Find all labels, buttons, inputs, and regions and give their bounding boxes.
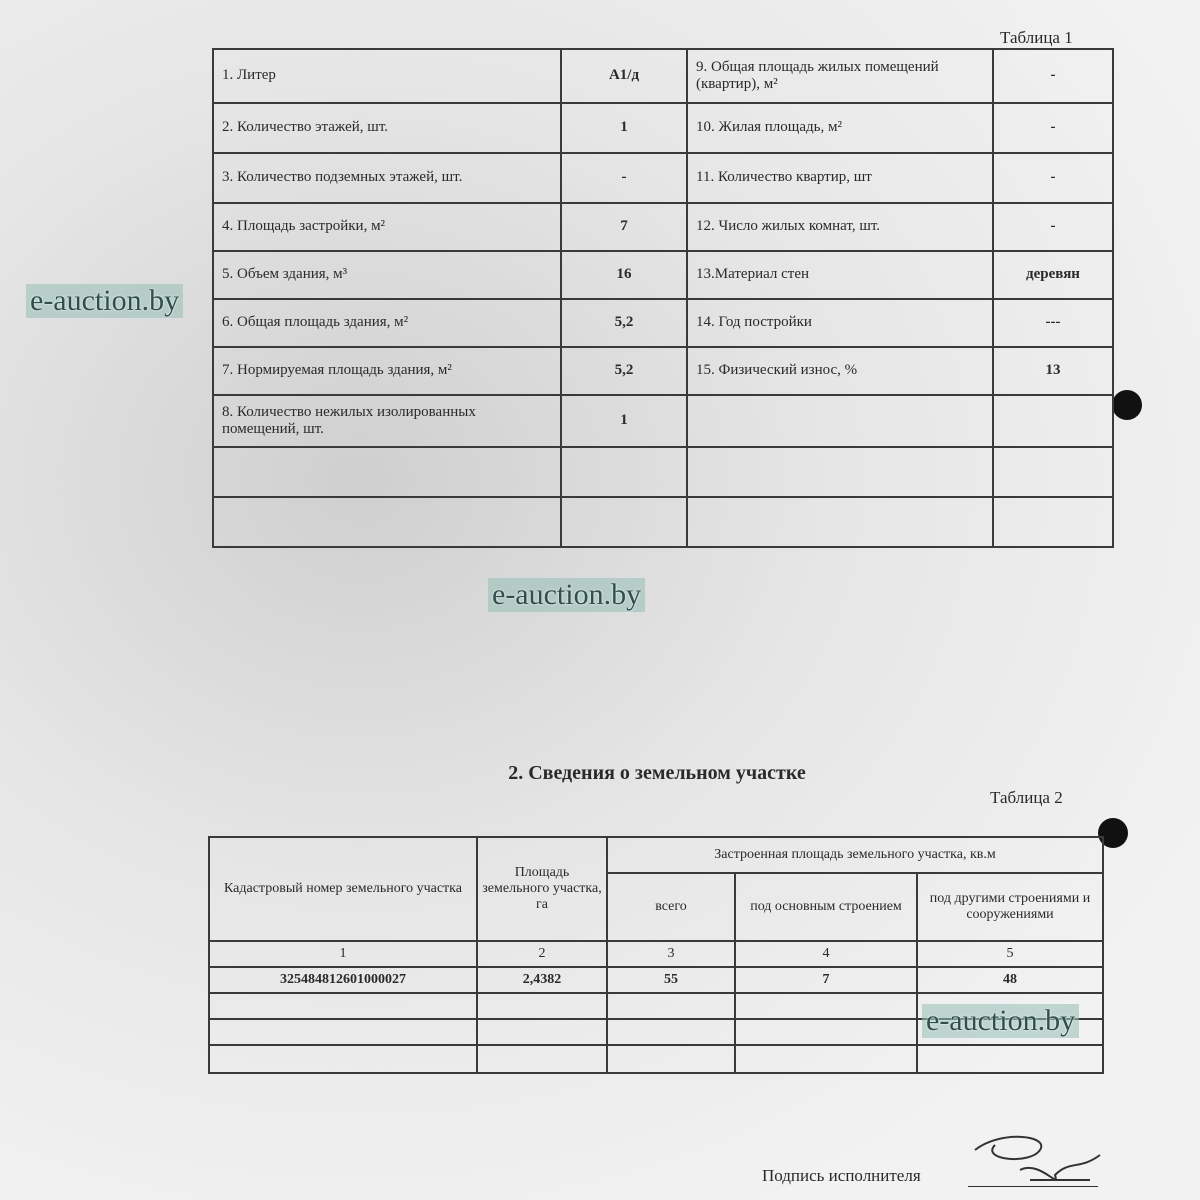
col-num: 1 [209, 941, 477, 967]
header-main: под основным строением [735, 873, 917, 941]
label-cell: 11. Количество квартир, шт [687, 153, 993, 203]
signature-image [960, 1120, 1110, 1195]
table-row [213, 497, 1113, 547]
value-cell: деревян [993, 251, 1113, 299]
value-cell: 16 [561, 251, 687, 299]
watermark: e-auction.by [488, 578, 645, 612]
built-other: 48 [917, 967, 1103, 993]
label-cell [687, 395, 993, 447]
table2-caption: Таблица 2 [990, 788, 1063, 807]
signature-label: Подпись исполнителя [762, 1166, 921, 1185]
col-num: 3 [607, 941, 735, 967]
label-cell: 5. Объем здания, м³ [213, 251, 561, 299]
table-row [213, 49, 1113, 103]
label-cell: 4. Площадь застройки, м² [213, 203, 561, 251]
label-cell: 14. Год постройки [687, 299, 993, 347]
table1-caption: Таблица 1 [1000, 28, 1073, 47]
table-row [213, 251, 1113, 299]
label-cell: 8. Количество нежилых изолированных помещений, шт. [213, 395, 561, 447]
table-row [213, 299, 1113, 347]
table-row [213, 153, 1113, 203]
label-cell: 6. Общая площадь здания, м² [213, 299, 561, 347]
value-cell: А1/д [561, 49, 687, 103]
value-cell [993, 447, 1113, 497]
header-area: Площадь земельного участка, га [477, 837, 607, 941]
label-cell [213, 497, 561, 547]
land-plot-table [208, 836, 1104, 1074]
value-cell [561, 447, 687, 497]
value-cell [993, 497, 1113, 547]
value-cell: - [993, 203, 1113, 251]
label-cell [687, 447, 993, 497]
punch-hole [1112, 390, 1142, 420]
value-cell: --- [993, 299, 1113, 347]
label-cell: 2. Количество этажей, шт. [213, 103, 561, 153]
col-num: 4 [735, 941, 917, 967]
label-cell: 15. Физический износ, % [687, 347, 993, 395]
table-row [213, 447, 1113, 497]
value-cell: - [993, 153, 1113, 203]
value-cell [561, 497, 687, 547]
cadastral-number: 325484812601000027 [209, 967, 477, 993]
col-num: 5 [917, 941, 1103, 967]
label-cell: 12. Число жилых комнат, шт. [687, 203, 993, 251]
built-total: 55 [607, 967, 735, 993]
table-row [213, 395, 1113, 447]
value-cell: 1 [561, 395, 687, 447]
watermark: e-auction.by [26, 284, 183, 318]
value-cell: 7 [561, 203, 687, 251]
label-cell: 10. Жилая площадь, м² [687, 103, 993, 153]
label-cell: 9. Общая площадь жилых помещений (квартир), м² [687, 49, 993, 103]
value-cell: 5,2 [561, 347, 687, 395]
value-cell [993, 395, 1113, 447]
table-row [213, 203, 1113, 251]
value-cell: 1 [561, 103, 687, 153]
value-cell: 5,2 [561, 299, 687, 347]
label-cell: 7. Нормируемая площадь здания, м² [213, 347, 561, 395]
header-other: под другими строениями и сооружениями [917, 873, 1103, 941]
label-cell: 3. Количество подземных этажей, шт. [213, 153, 561, 203]
label-cell [213, 447, 561, 497]
label-cell: 1. Литер [213, 49, 561, 103]
value-cell: 13 [993, 347, 1113, 395]
table-row [213, 103, 1113, 153]
header-total: всего [607, 873, 735, 941]
watermark: e-auction.by [922, 1004, 1079, 1038]
building-characteristics-table [212, 48, 1114, 548]
header-cadastral: Кадастровый номер земельного участка [209, 837, 477, 941]
value-cell: - [993, 103, 1113, 153]
built-main: 7 [735, 967, 917, 993]
plot-area: 2,4382 [477, 967, 607, 993]
header-built-area: Застроенная площадь земельного участка, кв.м [607, 837, 1103, 873]
label-cell [687, 497, 993, 547]
table-row [213, 347, 1113, 395]
label-cell: 13.Материал стен [687, 251, 993, 299]
value-cell: - [993, 49, 1113, 103]
value-cell: - [561, 153, 687, 203]
section-title: 2. Сведения о земельном участке [508, 762, 806, 784]
col-num: 2 [477, 941, 607, 967]
